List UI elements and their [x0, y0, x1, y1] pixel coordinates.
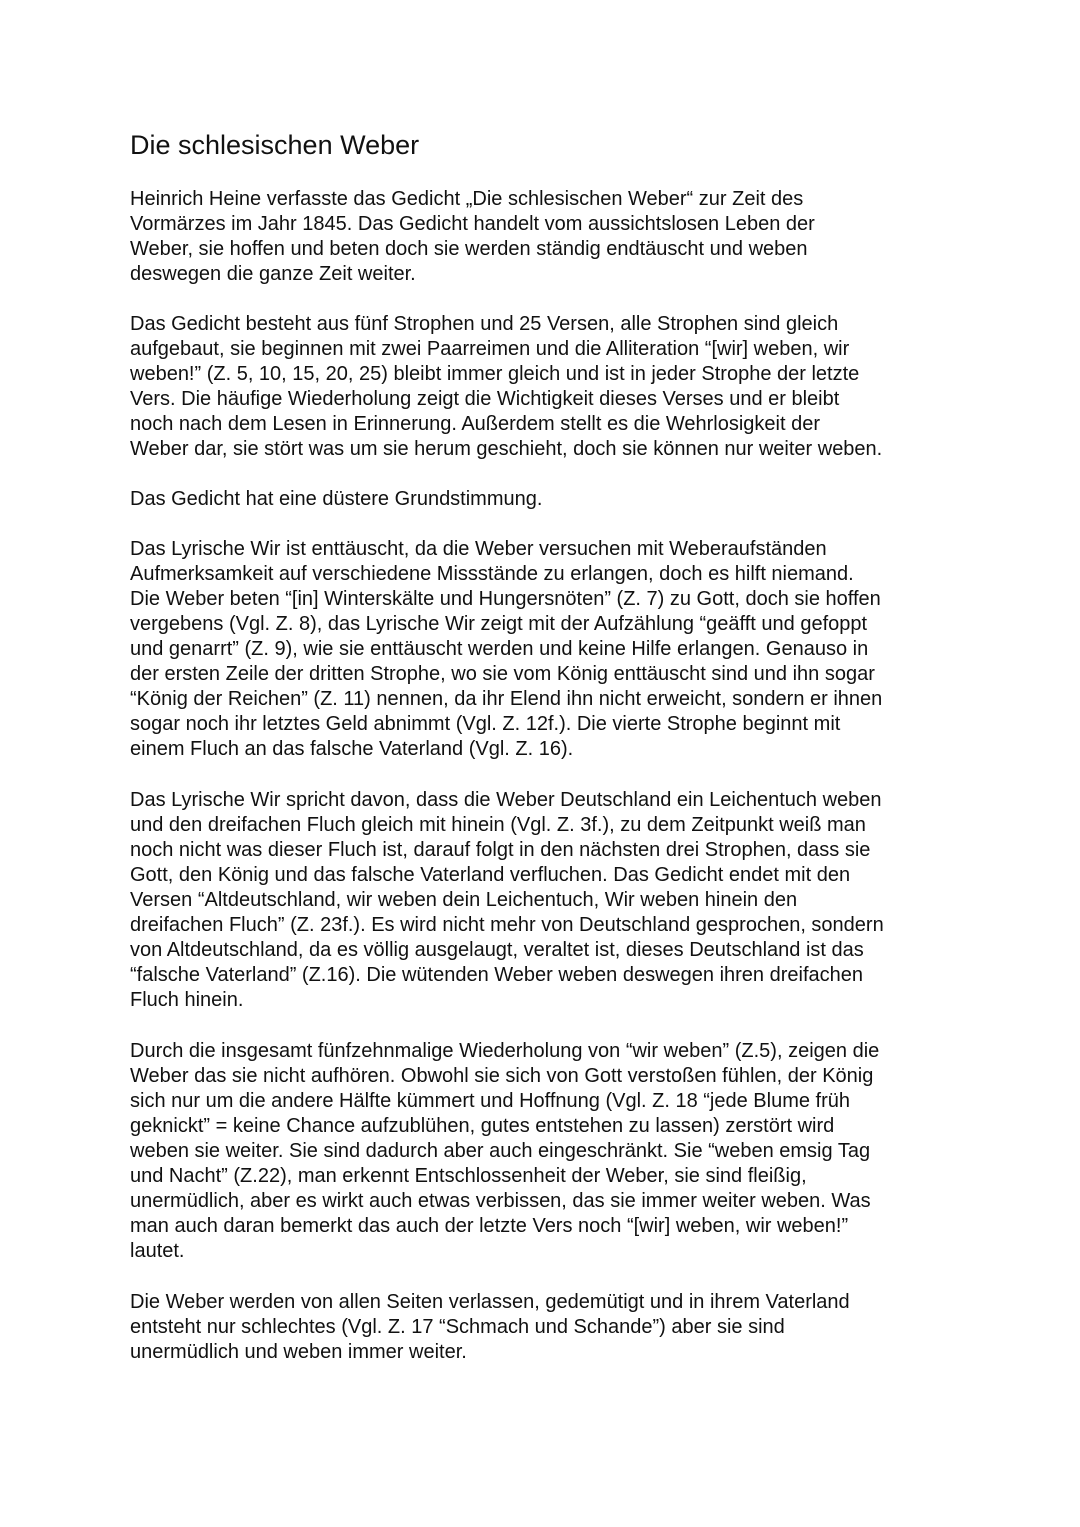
text-line: “falsche Vaterland” (Z.16). Die wütenden Weber weben deswegen ihren dreifachen	[130, 964, 864, 986]
text-line: Weber, sie hoffen und beten doch sie werden ständig endtäuscht und weben	[130, 238, 808, 260]
paragraph-lyrical-we	[130, 537, 882, 762]
text-line: von Altdeutschland, da es völlig ausgelaugt, veraltet ist, dieses Deutschland ist das	[130, 939, 864, 961]
text-line: Die Weber werden von allen Seiten verlassen, gedemütigt und in ihrem Vaterland	[130, 1291, 850, 1313]
text-line: Weber dar, sie stört was um sie herum geschieht, doch sie können nur weiter weben.	[130, 438, 883, 460]
text-line: Gott, den König und das falsche Vaterland verfluchen. Das Gedicht endet mit den	[130, 864, 851, 886]
text-line: Die Weber beten “[in] Winterskälte und Hungersnöten” (Z. 7) zu Gott, doch sie hoffen	[130, 588, 881, 610]
text-line: man auch daran bemerkt das auch der letzte Vers noch “[wir] weben, wir weben!”	[130, 1215, 849, 1237]
text-line: einem Fluch an das falsche Vaterland (Vgl. Z. 16).	[130, 738, 574, 760]
paragraph-intro	[130, 187, 815, 287]
text-line: aufgebaut, sie beginnen mit zwei Paarreimen und die Alliteration “[wir] weben, wir	[130, 338, 850, 360]
text-line: und genarrt” (Z. 9), wie sie enttäuscht werden und keine Hilfe erlangen. Genauso in	[130, 638, 869, 660]
paragraph-repetition	[130, 1039, 879, 1264]
text-line: Versen “Altdeutschland, wir weben dein Leichentuch, Wir weben hinein den	[130, 889, 798, 911]
text-line: lautet.	[130, 1240, 185, 1262]
text-line: weben!” (Z. 5, 10, 15, 20, 25) bleibt immer gleich und ist in jeder Strophe der letzte	[130, 363, 860, 385]
text-line: noch nach dem Lesen in Erinnerung. Außerdem stellt es die Wehrlosigkeit der	[130, 413, 821, 435]
text-line: dreifachen Fluch” (Z. 23f.). Es wird nicht mehr von Deutschland gesprochen, sondern	[130, 914, 884, 936]
paragraph-structure	[130, 312, 882, 462]
text-line: unermüdlich und weben immer weiter.	[130, 1341, 467, 1363]
text-line: noch nicht was dieser Fluch ist, darauf folgt in den nächsten drei Strophen, dass sie	[130, 839, 871, 861]
text-line: Durch die insgesamt fünfzehnmalige Wiederholung von “wir weben” (Z.5), zeigen die	[130, 1040, 880, 1062]
document-title: Die schlesischen Weber	[130, 130, 420, 160]
text-line: und den dreifachen Fluch gleich mit hinein (Vgl. Z. 3f.), zu dem Zeitpunkt weiß man	[130, 814, 866, 836]
text-line: deswegen die ganze Zeit weiter.	[130, 263, 416, 285]
text-line: entsteht nur schlechtes (Vgl. Z. 17 “Schmach und Schande”) aber sie sind	[130, 1316, 785, 1338]
paragraph-curse	[130, 788, 884, 1013]
paragraph-mood	[130, 487, 542, 512]
text-line: vergebens (Vgl. Z. 8), das Lyrische Wir zeigt mit der Aufzählung “geäfft und gefoppt	[130, 613, 868, 635]
text-line: der ersten Zeile der dritten Strophe, wo sie vom König enttäuscht sind und ihn sogar	[130, 663, 875, 685]
text-line: und Nacht” (Z.22), man erkennt Entschlossenheit der Weber, sie sind fleißig,	[130, 1165, 807, 1187]
text-line: Fluch hinein.	[130, 989, 244, 1011]
text-line: Das Gedicht besteht aus fünf Strophen und 25 Versen, alle Strophen sind gleich	[130, 313, 839, 335]
text-line: sich nur um die andere Hälfte kümmert und Hoffnung (Vgl. Z. 18 “jede Blume früh	[130, 1090, 850, 1112]
text-line: unermüdlich, aber es wirkt auch etwas verbissen, das sie immer weiter weben. Was	[130, 1190, 871, 1212]
text-line: Vormärzes im Jahr 1845. Das Gedicht handelt vom aussichtslosen Leben der	[130, 213, 815, 235]
paragraph-conclusion	[130, 1290, 850, 1365]
text-line: Weber das sie nicht aufhören. Obwohl sie sich von Gott verstoßen fühlen, der König	[130, 1065, 874, 1087]
text-line: “König der Reichen” (Z. 11) nennen, da ihr Elend ihn nicht erweicht, sondern er ihnen	[130, 688, 883, 710]
text-line: Vers. Die häufige Wiederholung zeigt die Wichtigkeit dieses Verses und er bleibt	[130, 388, 840, 410]
text-line: Das Lyrische Wir spricht davon, dass die Weber Deutschland ein Leichentuch weben	[130, 789, 882, 811]
text-line: Aufmerksamkeit auf verschiedene Missstände zu erlangen, doch es hilft niemand.	[130, 563, 854, 585]
text-line: Heinrich Heine verfasste das Gedicht „Die schlesischen Weber“ zur Zeit des	[130, 188, 804, 210]
text-line: Das Gedicht hat eine düstere Grundstimmung.	[130, 488, 543, 510]
text-line: geknickt” = keine Chance aufzublühen, gutes entstehen zu lassen) zerstört wird	[130, 1115, 835, 1137]
text-line: sogar noch ihr letztes Geld abnimmt (Vgl. Z. 12f.). Die vierte Strophe beginnt mit	[130, 713, 841, 735]
text-line: Das Lyrische Wir ist enttäuscht, da die Weber versuchen mit Weberaufständen	[130, 538, 827, 560]
text-line: weben sie weiter. Sie sind dadurch aber auch eingeschränkt. Sie “weben emsig Tag	[130, 1140, 871, 1162]
